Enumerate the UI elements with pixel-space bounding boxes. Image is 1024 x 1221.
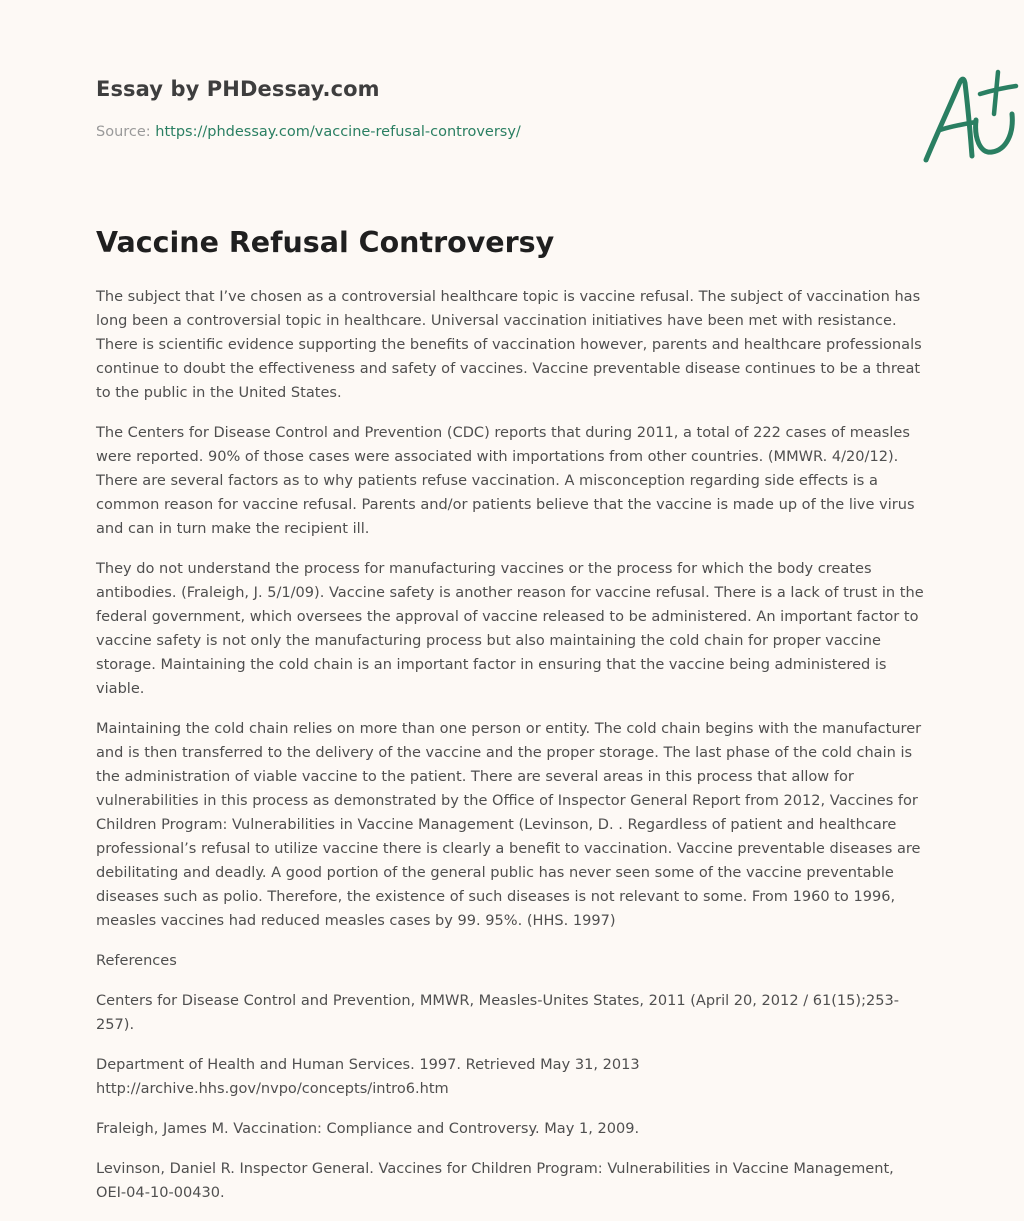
essay-paragraph: The subject that I’ve chosen as a controversial healthcare topic is vaccine refusal. The subject of vaccination has long been a controversial topic in healthcare. Universal vaccination initiatives have been met with resistance. There is scientific evidence supporting the benefits of vaccination however, parents and healthcare professionals continue to doubt the effectiveness and safety of vaccines. Vaccine preventable disease continues to be a threat to the public in the United States.: [96, 288, 922, 401]
reference-item: Fraleigh, James M. Vaccination: Compliance and Controversy. May 1, 2009.: [96, 1120, 640, 1137]
source-link[interactable]: https://phdessay.com/vaccine-refusal-controversy/: [155, 124, 521, 140]
essay-paragraph: Maintaining the cold chain relies on more than one person or entity. The cold chain begins with the manufacturer and is then transferred to the delivery of the vaccine and the proper storage. The last phase of the cold chain is the administration of viable vaccine to the patient. There are several areas in this process that allow for vulnerabilities in this process as demonstrated by the Office of Inspector General Report from 2012, Vaccines for Children Program: Vulnerabilities in Vaccine Management (Levinson, D. . Regardless of patient and healthcare professional’s refusal to utilize vaccine there is clearly a benefit to vaccination. Vaccine preventable diseases are debilitating and deadly. A good portion of the general public has never seen some of the vaccine preventable diseases such as polio. Therefore, the existence of such diseases is not relevant to some. From 1960 to 1996, measles vaccines had reduced measles cases by 99. 95%. (HHS. 1997): [96, 720, 922, 929]
a-plus-logo-icon: [918, 68, 1024, 166]
site-brand: Essay by PHDessay.com: [96, 77, 380, 101]
references-heading: References: [96, 952, 177, 969]
references-section: [96, 949, 928, 1205]
reference-item: Levinson, Daniel R. Inspector General. Vaccines for Children Program: Vulnerabilities in Vaccine Management, OEI-04-10-00430.: [96, 1160, 894, 1201]
essay-paragraph: The Centers for Disease Control and Prevention (CDC) reports that during 2011, a total of 222 cases of measles were reported. 90% of those cases were associated with importations from other countries. (MMWR. 4/20/12). There are several factors as to why patients refuse vaccination. A misconception regarding side effects is a common reason for vaccine refusal. Parents and/or patients believe that the vaccine is made up of the live virus and can in turn make the recipient ill.: [96, 424, 915, 537]
source-label: Source:: [96, 124, 151, 140]
essay-paragraph: They do not understand the process for manufacturing vaccines or the process for which the body creates antibodies. (Fraleigh, J. 5/1/09). Vaccine safety is another reason for vaccine refusal. There is a lack of trust in the federal government, which oversees the approval of vaccine released to be administered. An important factor to vaccine safety is not only the manufacturing process but also maintaining the cold chain for proper vaccine storage. Maintaining the cold chain is an important factor in ensuring that the vaccine being administered is viable.: [96, 560, 924, 697]
reference-item: Centers for Disease Control and Prevention, MMWR, Measles-Unites States, 2011 (April 20, 2012 / 61(15);253-257).: [96, 992, 900, 1033]
source-line: [96, 124, 521, 140]
reference-item: Department of Health and Human Services. 1997. Retrieved May 31, 2013 http://archive.hhs.gov/nvpo/concepts/intro6.htm: [96, 1056, 640, 1097]
essay-title: Vaccine Refusal Controversy: [96, 226, 555, 259]
essay-body: [96, 285, 928, 1221]
